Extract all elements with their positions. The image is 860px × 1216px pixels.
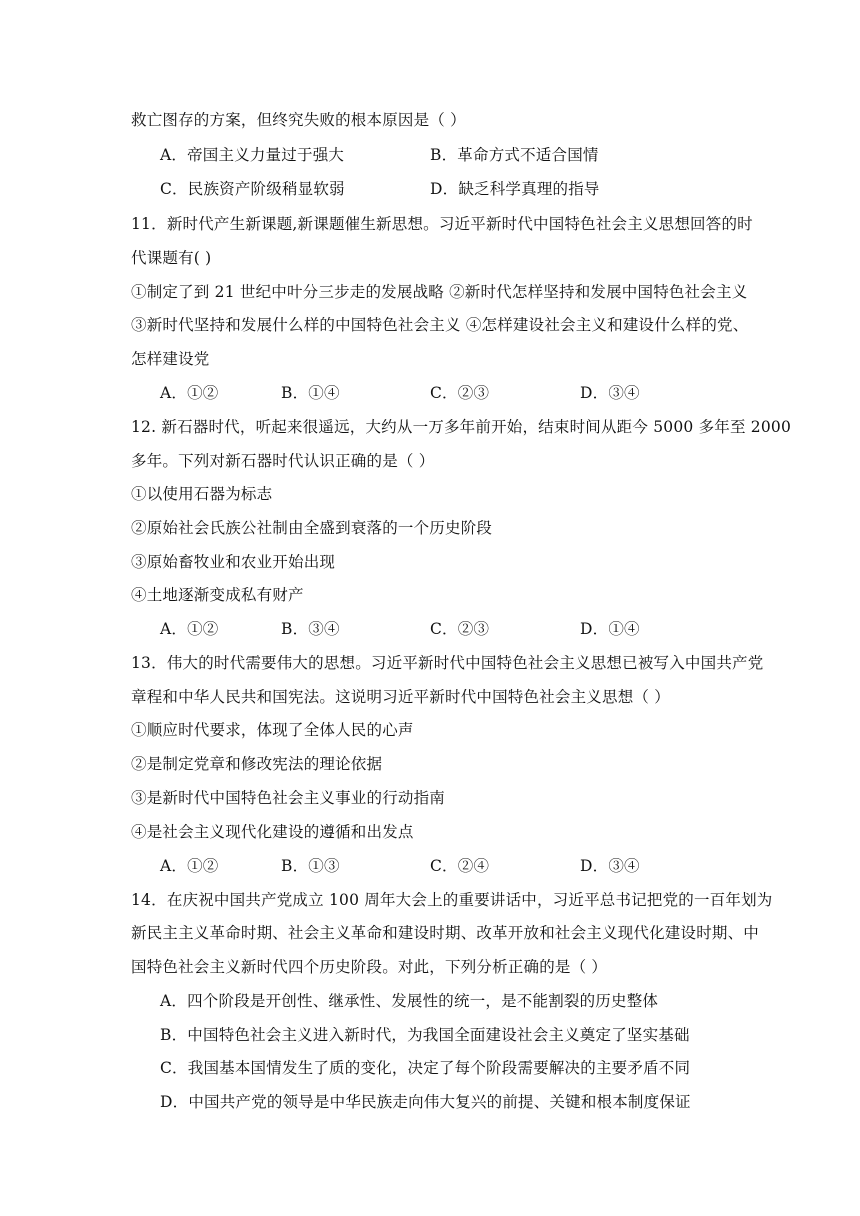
q11-option-b: B．①④ [281, 384, 340, 402]
q14-stem-line-2: 新民主主义革命时期、社会主义革命和建设时期、改革开放和社会主义现代化建设时期、中 [131, 924, 760, 942]
q10-option-c: C．民族资产阶级稍显软弱 [160, 180, 345, 198]
q13-stem-line-2: 章程和中华人民共和国宪法。这说明习近平新时代中国特色社会主义思想（ ） [131, 688, 670, 706]
q12-option-b: B．③④ [281, 620, 340, 638]
q10-stem: 救亡图存的方案，但终究失败的根本原因是（ ） [131, 111, 466, 129]
q14-option-b: B．中国特色社会主义进入新时代，为我国全面建设社会主义奠定了坚实基础 [160, 1026, 690, 1044]
q13-item-1: ①顺应时代要求，体现了全体人民的心声 [131, 721, 414, 739]
q14-stem-line-1: 14．在庆祝中国共产党成立 100 周年大会上的重要讲话中，习近平总书记把党的一百年划为 [131, 891, 773, 909]
q11-option-d: D．③④ [580, 384, 640, 402]
q11-item-line-2: ③新时代坚持和发展什么样的中国特色社会主义 ④怎样建设社会主义和建设什么样的党、 [131, 316, 749, 334]
q13-stem-line-1: 13．伟大的时代需要伟大的思想。习近平新时代中国特色社会主义思想已被写入中国共产党 [131, 654, 764, 672]
q12-option-d: D．①④ [580, 620, 640, 638]
q12-item-2: ②原始社会氏族公社制由全盛到衰落的一个历史阶段 [131, 519, 493, 537]
q12-option-a: A．①② [160, 620, 219, 638]
q13-item-4: ④是社会主义现代化建设的遵循和出发点 [131, 823, 414, 841]
q14-stem-line-3: 国特色社会主义新时代四个历史阶段。对此，下列分析正确的是（ ） [131, 958, 608, 976]
q14-option-a: A．四个阶段是开创性、继承性、发展性的统一，是不能割裂的历史整体 [160, 992, 659, 1010]
q12-option-c: C．②③ [430, 620, 490, 638]
q10-option-a: A．帝国主义力量过于强大 [160, 146, 345, 164]
q13-option-d: D．③④ [580, 857, 640, 875]
q11-option-a: A．①② [160, 384, 219, 402]
q12-item-4: ④土地逐渐变成私有财产 [131, 586, 304, 604]
q14-option-d: D．中国共产党的领导是中华民族走向伟大复兴的前提、关键和根本制度保证 [160, 1093, 691, 1111]
q12-stem-line-1: 12. 新石器时代，听起来很遥远，大约从一万多年前开始，结束时间从距今 5000 多年至 2000 [131, 418, 792, 436]
q12-stem-line-2: 多年。下列对新石器时代认识正确的是（ ） [131, 452, 435, 470]
q10-option-d: D．缺乏科学真理的指导 [430, 180, 600, 198]
q13-item-3: ③是新时代中国特色社会主义事业的行动指南 [131, 789, 446, 807]
q13-option-c: C．②④ [430, 857, 490, 875]
q13-option-b: B．①③ [281, 857, 340, 875]
q14-option-c: C．我国基本国情发生了质的变化，决定了每个阶段需要解决的主要矛盾不同 [160, 1059, 691, 1077]
q12-item-1: ①以使用石器为标志 [131, 485, 273, 503]
q13-item-2: ②是制定党章和修改宪法的理论依据 [131, 755, 383, 773]
q11-option-c: C．②③ [430, 384, 490, 402]
q11-item-line-1: ①制定了到 21 世纪中叶分三步走的发展战略 ②新时代怎样坚持和发展中国特色社会主义 [131, 283, 748, 301]
q12-item-3: ③原始畜牧业和农业开始出现 [131, 553, 336, 571]
q13-option-a: A．①② [160, 857, 219, 875]
q11-item-line-3: 怎样建设党 [131, 350, 210, 368]
q11-stem-line-2: 代课题有( ) [131, 249, 212, 267]
q10-option-b: B．革命方式不适合国情 [430, 146, 599, 164]
q11-stem-line-1: 11．新时代产生新课题,新课题催生新思想。习近平新时代中国特色社会主义思想回答的时 [131, 215, 753, 233]
